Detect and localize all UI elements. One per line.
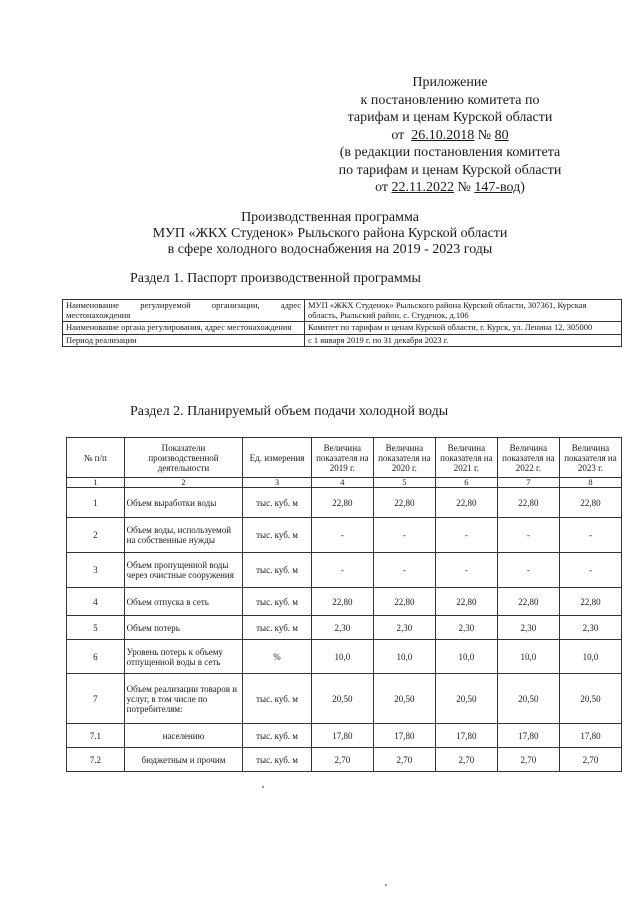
date-prefix: от — [391, 127, 405, 143]
col-number: 7 — [497, 478, 559, 488]
section-1-heading: Раздел 1. Паспорт производственной программы — [130, 271, 421, 286]
row-index: 3 — [67, 553, 125, 588]
appendix-line-7 — [300, 179, 600, 197]
row-indicator: населению — [124, 724, 243, 748]
row-index: 6 — [67, 640, 125, 674]
row-unit: % — [243, 640, 312, 674]
row-index: 7 — [67, 674, 125, 724]
row-index: 7.2 — [67, 748, 125, 772]
row-index: 1 — [67, 488, 125, 518]
col-number: 2 — [124, 478, 243, 488]
appendix-line-6: по тарифам и ценам Курской области — [338, 162, 562, 178]
value-2019: 20,50 — [311, 674, 373, 724]
value-2022: 10,0 — [497, 640, 559, 674]
passport-row — [63, 300, 622, 322]
value-2020: 22,80 — [373, 588, 435, 616]
program-title-line-2: МУП «ЖКХ Студенок» Рыльского района Курской области — [152, 226, 508, 241]
passport-value: Комитет по тарифам и ценам Курской области, г. Курск, ул. Ленина 12, 305000 — [305, 322, 622, 335]
number-sign-2: № — [457, 180, 471, 195]
scan-speck — [385, 884, 387, 886]
date-prefix-2: от — [375, 180, 388, 195]
row-unit: тыс. куб. м — [243, 553, 312, 588]
row-index: 5 — [67, 616, 125, 640]
row-indicator: Объем отпуска в сеть — [124, 588, 243, 616]
row-unit: тыс. куб. м — [243, 588, 312, 616]
row-index: 4 — [67, 588, 125, 616]
col-number: 4 — [311, 478, 373, 488]
program-title — [120, 210, 540, 258]
passport-label: Наименование органа регулирования, адрес местонахождения — [63, 322, 305, 335]
column-number-row — [67, 478, 622, 488]
section-2-heading: Раздел 2. Планируемый объем подачи холодной воды — [130, 404, 449, 419]
value-2021: - — [435, 553, 497, 588]
value-2021: 22,80 — [435, 488, 497, 518]
col-number: 1 — [67, 478, 125, 488]
value-2022: 20,50 — [497, 674, 559, 724]
col-header-2023: Величина показателя на 2023 г. — [559, 438, 621, 478]
table-row — [67, 674, 622, 724]
col-header-index: № п/п — [67, 438, 125, 478]
table-row — [67, 518, 622, 553]
number-sign: № — [477, 127, 492, 143]
value-2021: 20,50 — [435, 674, 497, 724]
row-indicator: Объем выработки воды — [124, 488, 243, 518]
value-2022: 2,70 — [497, 748, 559, 772]
value-2023: 10,0 — [559, 640, 621, 674]
col-number: 6 — [435, 478, 497, 488]
passport-row — [63, 334, 622, 347]
value-2020: 2,30 — [373, 616, 435, 640]
value-2019: 17,80 — [311, 724, 373, 748]
row-indicator: Объем потерь — [124, 616, 243, 640]
col-header-indicator: Показатели производственной деятельности — [124, 438, 243, 478]
value-2019: 2,30 — [311, 616, 373, 640]
value-2023: - — [559, 518, 621, 553]
value-2023: 22,80 — [559, 588, 621, 616]
table-row — [67, 748, 622, 772]
passport-row — [63, 322, 622, 335]
value-2019: 22,80 — [311, 488, 373, 518]
row-unit: тыс. куб. м — [243, 724, 312, 748]
table-row — [67, 724, 622, 748]
row-unit: тыс. куб. м — [243, 748, 312, 772]
col-number: 3 — [243, 478, 312, 488]
col-number: 8 — [559, 478, 621, 488]
value-2023: 17,80 — [559, 724, 621, 748]
appendix-title: Приложение — [412, 75, 488, 90]
appendix-line-4 — [300, 127, 600, 145]
value-2019: - — [311, 518, 373, 553]
appendix-header — [300, 74, 600, 197]
table-row — [67, 588, 622, 616]
row-index: 2 — [67, 518, 125, 553]
table-header-row — [67, 438, 622, 478]
value-2019: - — [311, 553, 373, 588]
col-header-unit: Ед. измерения — [243, 438, 312, 478]
decree-date: 26.10.2018 — [411, 127, 475, 143]
water-volume-table — [66, 437, 622, 772]
scan-speck — [262, 786, 264, 788]
table-row — [67, 616, 622, 640]
passport-value: с 1 января 2019 г. по 31 декабря 2023 г. — [305, 334, 622, 347]
row-unit: тыс. куб. м — [243, 488, 312, 518]
col-header-2022: Величина показателя на 2022 г. — [497, 438, 559, 478]
program-title-line-3: в сфере холодного водоснабжения на 2019 - 2023 годы — [167, 242, 493, 257]
value-2019: 22,80 — [311, 588, 373, 616]
passport-value: МУП «ЖКХ Студенок» Рыльского района Курской области, 307361, Курская область, Рыльский район, с. Студенок, д.106 — [305, 300, 622, 322]
value-2022: 17,80 — [497, 724, 559, 748]
col-header-2020: Величина показателя на 2020 г. — [373, 438, 435, 478]
value-2020: 20,50 — [373, 674, 435, 724]
value-2021: 2,30 — [435, 616, 497, 640]
col-number: 5 — [373, 478, 435, 488]
passport-label: Наименование регулируемой организации, адрес местонахождения — [63, 300, 305, 322]
value-2022: - — [497, 553, 559, 588]
table-row — [67, 488, 622, 518]
value-2022: 2,30 — [497, 616, 559, 640]
passport-table — [62, 299, 622, 347]
value-2021: 22,80 — [435, 588, 497, 616]
value-2022: 22,80 — [497, 488, 559, 518]
row-indicator: бюджетным и прочим — [124, 748, 243, 772]
value-2022: 22,80 — [497, 588, 559, 616]
row-index: 7.1 — [67, 724, 125, 748]
value-2021: 2,70 — [435, 748, 497, 772]
value-2023: 2,70 — [559, 748, 621, 772]
appendix-line-5: (в редакции постановления комитета — [339, 145, 561, 160]
amendment-date: 22.11.2022 — [391, 180, 454, 195]
row-unit: тыс. куб. м — [243, 518, 312, 553]
row-indicator: Объем воды, используемой на собственные нужды — [124, 518, 243, 553]
value-2023: 20,50 — [559, 674, 621, 724]
value-2021: 17,80 — [435, 724, 497, 748]
program-title-line-1: Производственная программа — [241, 210, 419, 225]
value-2020: 10,0 — [373, 640, 435, 674]
row-unit: тыс. куб. м — [243, 616, 312, 640]
value-2021: - — [435, 518, 497, 553]
value-2021: 10,0 — [435, 640, 497, 674]
value-2020: 22,80 — [373, 488, 435, 518]
col-header-2019: Величина показателя на 2019 г. — [311, 438, 373, 478]
value-2020: - — [373, 518, 435, 553]
appendix-line-2: к постановлению комитета по — [360, 92, 540, 108]
value-2023: 2,30 — [559, 616, 621, 640]
decree-number: 80 — [494, 127, 509, 143]
row-indicator: Объем пропущенной воды через очистные сооружения — [124, 553, 243, 588]
value-2023: - — [559, 553, 621, 588]
amendment-number: 147-вод — [474, 180, 521, 195]
row-indicator: Объем реализации товаров и услуг, в том числе по потребителям: — [124, 674, 243, 724]
value-2020: 17,80 — [373, 724, 435, 748]
value-2020: - — [373, 553, 435, 588]
value-2022: - — [497, 518, 559, 553]
value-2019: 10,0 — [311, 640, 373, 674]
passport-label: Период реализации — [63, 334, 305, 347]
value-2019: 2,70 — [311, 748, 373, 772]
table-row — [67, 640, 622, 674]
value-2020: 2,70 — [373, 748, 435, 772]
table-row — [67, 553, 622, 588]
row-indicator: Уровень потерь к объему отпущенной воды в сеть — [124, 640, 243, 674]
col-header-2021: Величина показателя на 2021 г. — [435, 438, 497, 478]
appendix-line-3: тарифам и ценам Курской области — [347, 110, 553, 125]
row-unit: тыс. куб. м — [243, 674, 312, 724]
closing-paren: ) — [520, 180, 525, 195]
value-2023: 22,80 — [559, 488, 621, 518]
